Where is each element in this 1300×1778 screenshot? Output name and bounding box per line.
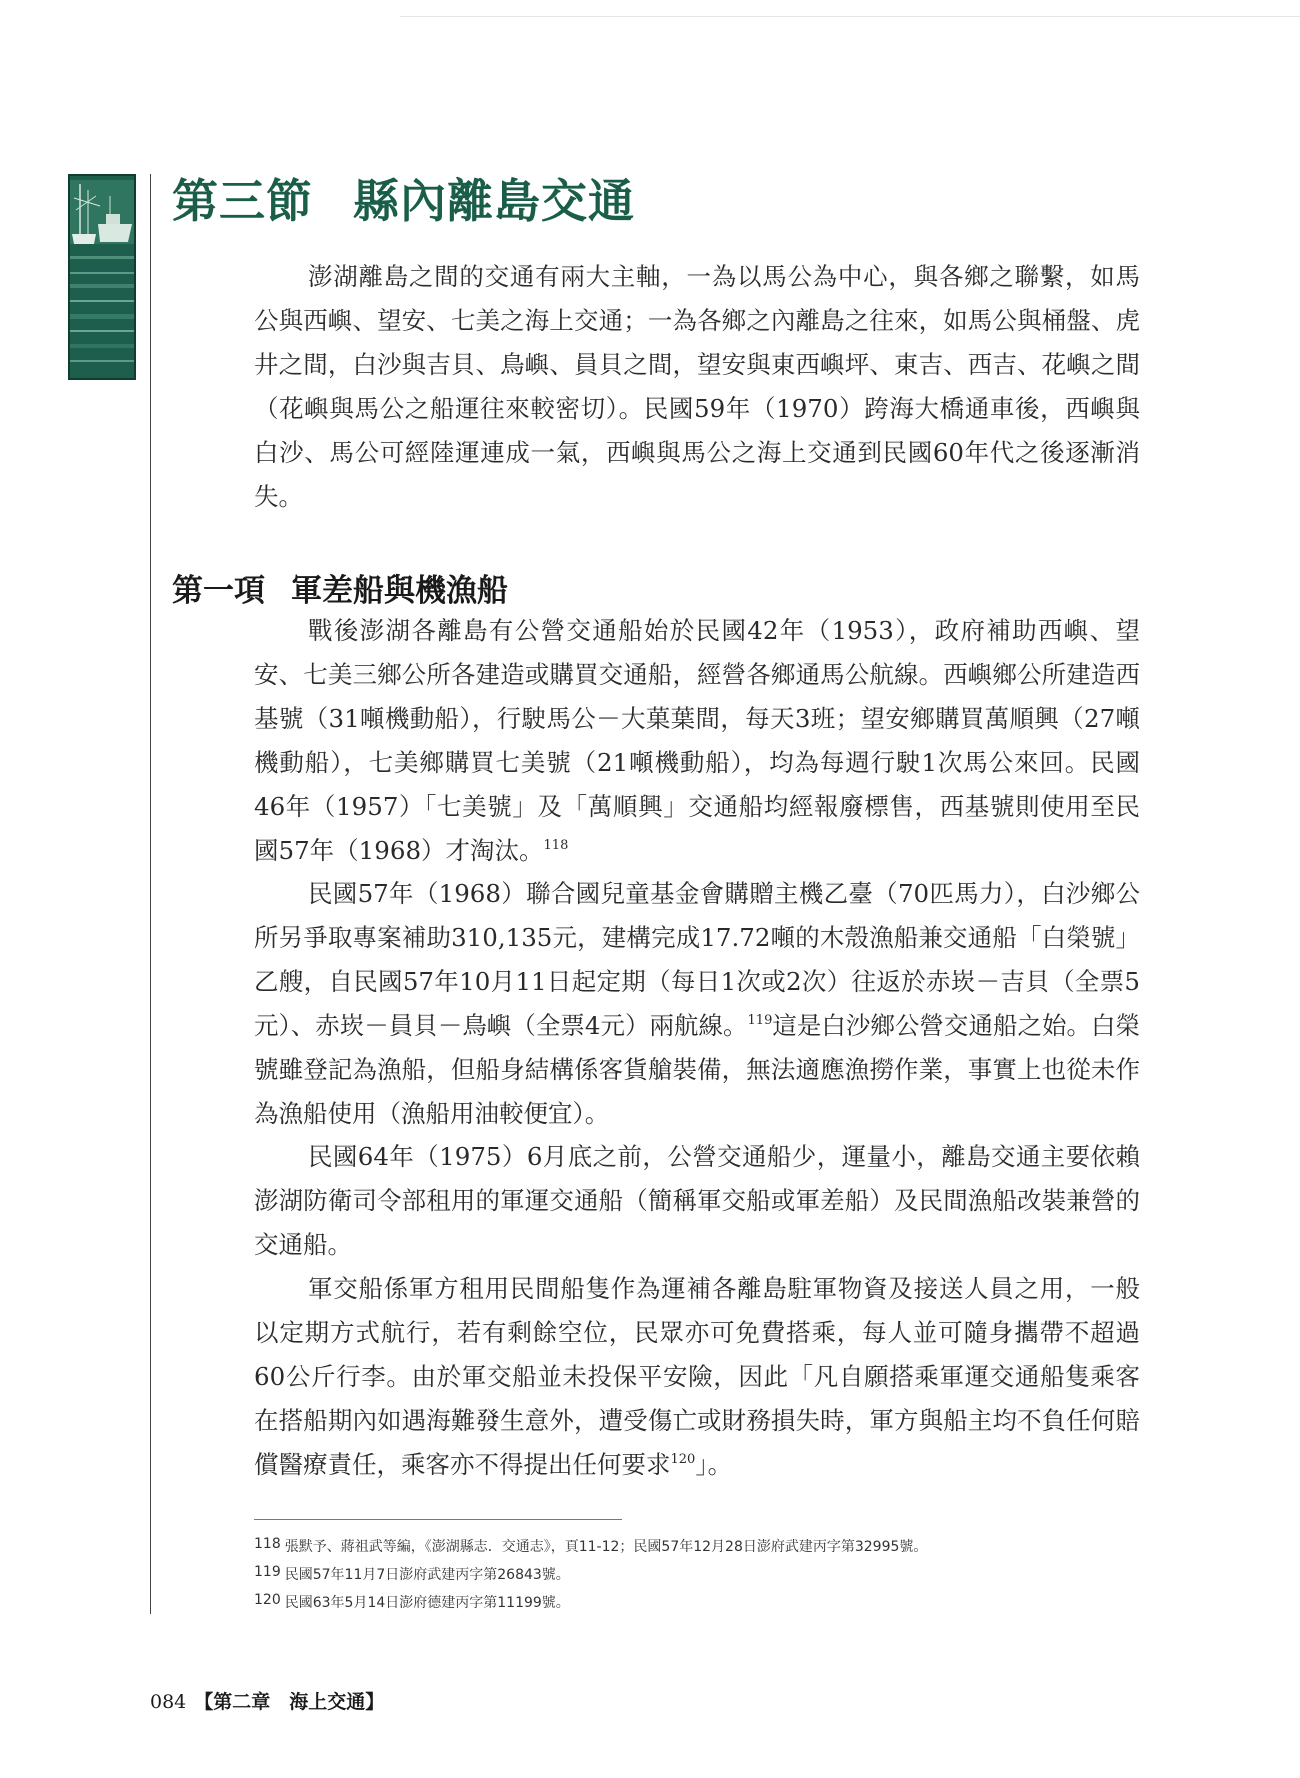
footnote-118 xyxy=(254,1532,1154,1560)
harbor-photo-strip xyxy=(68,174,136,380)
body-paragraph-1 xyxy=(254,609,1140,873)
chapter-label: 【第二章 海上交通】 xyxy=(194,1691,385,1713)
footnote-120 xyxy=(254,1588,1154,1616)
page-footer xyxy=(150,1687,384,1714)
footnote-text: 民國57年11月7日澎府武建丙字第26843號。 xyxy=(284,1567,570,1583)
paragraph-text: 軍交船係軍方租用民間船隻作為運補各離島駐軍物資及接送人員之用，一般以定期方式航行，若有剩餘空位，民眾亦可免費搭乘，每人並可隨身攜帶不超過60公斤行李。由於軍交船並未投保平安險，因此「凡自願搭乘軍運交通船隻乘客在搭船期內如遇海難發生意外，遭受傷亡或財務損失時，軍方與船主均不負任何賠償醫療責任，乘客亦不得提出任何要求 xyxy=(254,1274,1140,1479)
footnote-number: 119 xyxy=(254,1564,281,1580)
paragraph-text: 戰後澎湖各離島有公營交通船始於民國42年（1953），政府補助西嶼、望安、七美三鄉公所各建造或購買交通船，經營各鄉通馬公航線。西嶼鄉公所建造西基號（31噸機動船），行駛馬公－大菓葉間，每天3班；望安鄉購買萬順興（27噸機動船），七美鄉購買七美號（21噸機動船），均為每週行駛1次馬公來回。民國46年（1957）「七美號」及「萬順興」交通船均經報廢標售，西基號則使用至民國57年（1968）才淘汰。 xyxy=(254,616,1140,865)
footnote-ref-120: 120 xyxy=(670,1452,696,1467)
paragraph-text: 民國57年（1968）聯合國兒童基金會購贈主機乙臺（70匹馬力），白沙鄉公所另爭取專案補助310,135元，建構完成17.72噸的木殼漁船兼交通船「白榮號」乙艘，自民國57年10月11日起定期（每日1次或2次）往返於赤崁－吉貝（全票5元）、赤崁－員貝－鳥嶼（全票4元）兩航線。 xyxy=(254,879,1140,1040)
item-title xyxy=(172,565,508,610)
section-number: 第三節 xyxy=(172,174,313,228)
footnote-119 xyxy=(254,1560,1154,1588)
footnote-number: 120 xyxy=(254,1592,281,1608)
body-paragraph-4 xyxy=(254,1267,1140,1487)
item-number: 第一項 xyxy=(172,573,265,609)
section-title xyxy=(172,165,635,231)
section-heading-text: 縣內離島交通 xyxy=(353,174,635,228)
footnote-number: 118 xyxy=(254,1536,281,1552)
page-number: 084 xyxy=(150,1691,187,1713)
harbor-boat-image xyxy=(70,176,134,378)
footnote-ref-118: 118 xyxy=(543,838,569,853)
paragraph-text-tail: 這是白沙鄉公營交通船之始。白榮號雖登記為漁船，但船身結構係客貨艙裝備，無法適應漁撈作業，事實上也從未作為漁船使用（漁船用油較便宜）。 xyxy=(254,1011,1140,1128)
footnote-text: 張默予、蔣祖武等編，《澎湖縣志．交通志》，頁11-12；民國57年12月28日澎府武建丙字第32995號。 xyxy=(284,1539,928,1555)
footnote-rule xyxy=(254,1519,622,1520)
footnotes xyxy=(254,1532,1154,1616)
intro-paragraph: 澎湖離島之間的交通有兩大主軸，一為以馬公為中心，與各鄉之聯繫，如馬公與西嶼、望安、七美之海上交通；一為各鄉之內離島之往來，如馬公與桶盤、虎井之間，白沙與吉貝、鳥嶼、員貝之間，望安與東西嶼坪、東吉、西吉、花嶼之間（花嶼與馬公之船運往來較密切）。民國59年（1970）跨海大橋通車後，西嶼與白沙、馬公可經陸運連成一氣，西嶼與馬公之海上交通到民國60年代之後逐漸消失。 xyxy=(254,262,1140,511)
body-paragraph-2 xyxy=(254,872,1140,1136)
margin-rule xyxy=(150,174,151,1614)
item-heading-text: 軍差船與機漁船 xyxy=(291,573,508,609)
paragraph-text-tail: 」。 xyxy=(695,1450,733,1479)
top-rule xyxy=(400,16,1300,17)
footnote-text: 民國63年5月14日澎府德建丙字第11199號。 xyxy=(284,1595,570,1611)
body-paragraph-3: 民國64年（1975）6月底之前，公營交通船少，運量小，離島交通主要依賴澎湖防衛司令部租用的軍運交通船（簡稱軍交船或軍差船）及民間漁船改裝兼營的交通船。 xyxy=(254,1142,1140,1259)
footnote-ref-119: 119 xyxy=(747,1013,773,1028)
